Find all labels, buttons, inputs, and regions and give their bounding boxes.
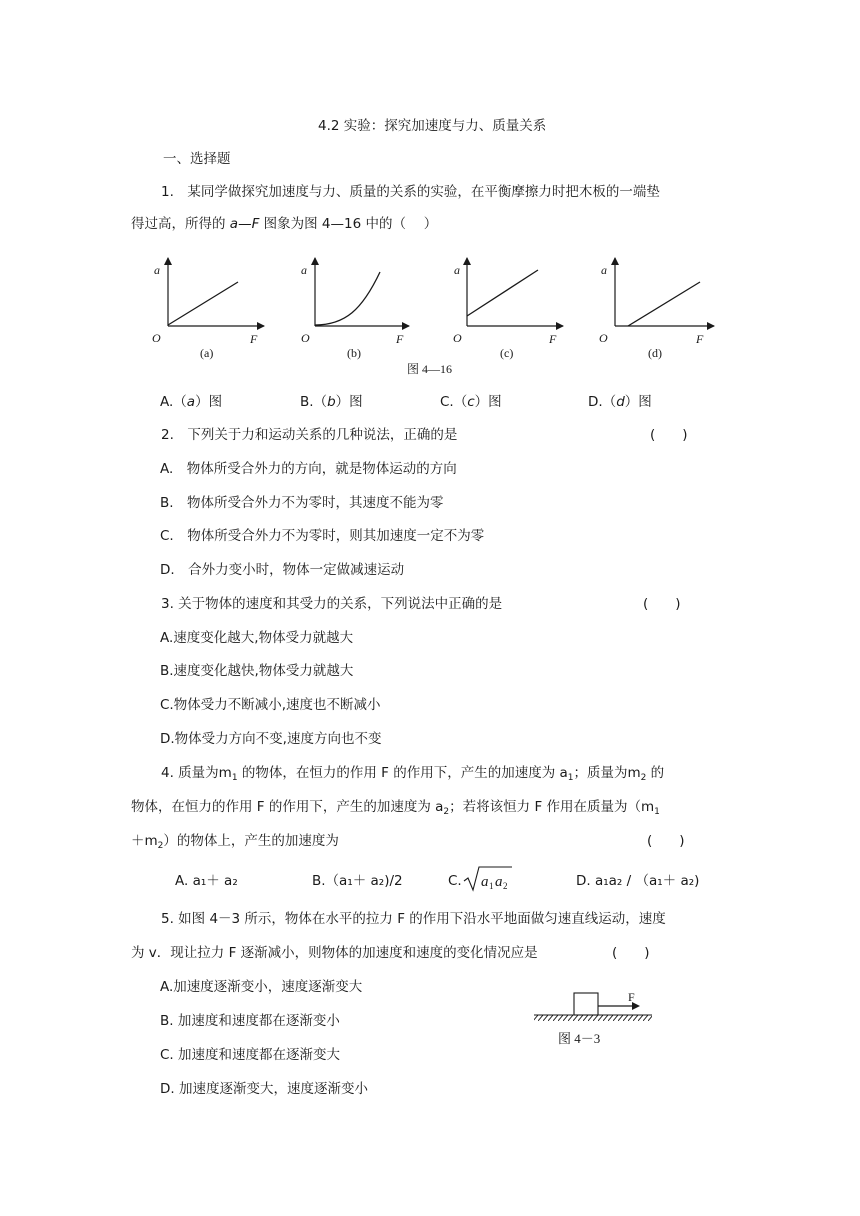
graph-d bbox=[599, 258, 714, 360]
graph-b-axis-y: a bbox=[301, 263, 307, 277]
q2-option-b: B. 物体所受合外力不为零时，其速度不能为零 bbox=[160, 495, 444, 511]
figure-4-3-caption: 图 4－3 bbox=[558, 1031, 601, 1046]
q4-option-d: D. a₁a₂ / （a₁＋ a₂) bbox=[576, 873, 700, 889]
graph-a-caption: (a) bbox=[200, 346, 214, 360]
graph-c-axis-x: F bbox=[549, 332, 557, 346]
q5-stem-line1: 5. 如图 4－3 所示，物体在水平的拉力 F 的作用下沿水平地面做匀速直线运动，速度 bbox=[161, 911, 666, 927]
graph-c bbox=[453, 258, 563, 360]
graph-d-caption: (d) bbox=[648, 346, 662, 360]
q4-stem-line1: 4. 质量为$m_1$ 的物体，在恒力的作用 F 的作用下，产生的加速度为 $a_1$；质量为$m_2$ 的 bbox=[161, 765, 665, 783]
figure-4-16-caption: 图 4—16 bbox=[407, 362, 453, 376]
q1-option-c: C.（c）图 bbox=[440, 394, 502, 410]
q3-answer-bracket: ( ) bbox=[643, 596, 681, 612]
graph-a bbox=[152, 258, 264, 360]
q5-option-b: B. 加速度和速度都在逐渐变小 bbox=[160, 1013, 340, 1029]
figure-4-3 bbox=[528, 985, 656, 1049]
graph-a-origin: O bbox=[152, 331, 161, 345]
graph-a-axis-x: F bbox=[250, 332, 258, 346]
force-label: F bbox=[628, 990, 635, 1004]
q2-option-a: A. 物体所受合外力的方向，就是物体运动的方向 bbox=[160, 461, 457, 477]
sqrt-a1a2-formula bbox=[462, 864, 514, 894]
q3-option-b: B.速度变化越快,物体受力就越大 bbox=[160, 663, 354, 679]
q2-option-c: C. 物体所受合外力不为零时，则其加速度一定不为零 bbox=[160, 528, 485, 544]
ground-hatch bbox=[534, 1015, 652, 1021]
block bbox=[574, 993, 598, 1015]
q3-option-c: C.物体受力不断减小,速度也不断减小 bbox=[160, 697, 381, 713]
q4-option-a: A. a₁＋ a₂ bbox=[175, 873, 238, 889]
section-heading: 一、选择题 bbox=[163, 151, 231, 167]
graph-c-axis-y: a bbox=[454, 263, 460, 277]
page-title: 4.2 实验：探究加速度与力、质量关系 bbox=[318, 118, 547, 134]
q5-option-c: C. 加速度和速度都在逐渐变大 bbox=[160, 1047, 341, 1063]
q1-stem-line1: 1. 某同学做探究加速度与力、质量的关系的实验，在平衡摩擦力时把木板的一端垫 bbox=[161, 184, 660, 200]
figure-4-16 bbox=[140, 252, 730, 382]
q5-answer-bracket: ( ) bbox=[612, 945, 650, 961]
q5-option-a: A.加速度逐渐变小，速度逐渐变大 bbox=[160, 979, 363, 995]
q5-option-d: D. 加速度逐渐变大，速度逐渐变小 bbox=[160, 1081, 368, 1097]
q2-stem: 2. 下列关于力和运动关系的几种说法，正确的是 bbox=[161, 427, 458, 443]
q4-stem-line2: 物体，在恒力的作用 F 的作用下，产生的加速度为 $a_2$；若将该恒力 F 作用在质量为（$m_1$ bbox=[131, 799, 660, 817]
q3-option-d: D.物体受力方向不变,速度方向也不变 bbox=[160, 731, 382, 747]
q4-answer-bracket: ( ) bbox=[647, 833, 685, 849]
graph-b-curve bbox=[315, 272, 380, 325]
graph-b-axis-x: F bbox=[396, 332, 404, 346]
q5-stem-line2: 为 v．现让拉力 F 逐渐减小，则物体的加速度和速度的变化情况应是 bbox=[131, 945, 538, 961]
q1-option-b: B.（b）图 bbox=[300, 394, 363, 410]
graph-d-axis-x: F bbox=[696, 332, 704, 346]
q3-option-a: A.速度变化越大,物体受力就越大 bbox=[160, 630, 354, 646]
svg-text:2: 2 bbox=[503, 881, 508, 891]
graph-d-line bbox=[628, 282, 700, 326]
graph-b bbox=[301, 258, 409, 360]
svg-text:1: 1 bbox=[489, 881, 494, 891]
q4-stem-line3: $+m_2$）的物体上，产生的加速度为 bbox=[131, 833, 339, 851]
graph-c-origin: O bbox=[453, 331, 462, 345]
graph-c-caption: (c) bbox=[500, 346, 514, 360]
q1-option-d: D.（d）图 bbox=[588, 394, 652, 410]
q3-stem: 3. 关于物体的速度和其受力的关系，下列说法中正确的是 bbox=[161, 596, 503, 612]
q2-answer-bracket: ( ) bbox=[650, 427, 688, 443]
graph-d-axis-y: a bbox=[601, 263, 607, 277]
graph-a-line bbox=[168, 282, 238, 325]
q1-option-a: A.（a）图 bbox=[160, 394, 223, 410]
q4-option-c: C. bbox=[448, 873, 462, 889]
q2-option-d: D. 合外力变小时，物体一定做减速运动 bbox=[160, 562, 405, 578]
graph-a-axis-y: a bbox=[154, 263, 160, 277]
graph-b-caption: (b) bbox=[347, 346, 361, 360]
q1-stem-line2: 得过高，所得的 a—F 图象为图 4—16 中的（ ） bbox=[131, 216, 438, 232]
graph-d-origin: O bbox=[599, 331, 608, 345]
graph-b-origin: O bbox=[301, 331, 310, 345]
svg-text:a: a bbox=[495, 874, 503, 890]
q4-option-b: B.（a₁＋ a₂)/2 bbox=[312, 873, 403, 889]
svg-text:a: a bbox=[481, 874, 489, 890]
graph-c-line bbox=[467, 270, 538, 316]
